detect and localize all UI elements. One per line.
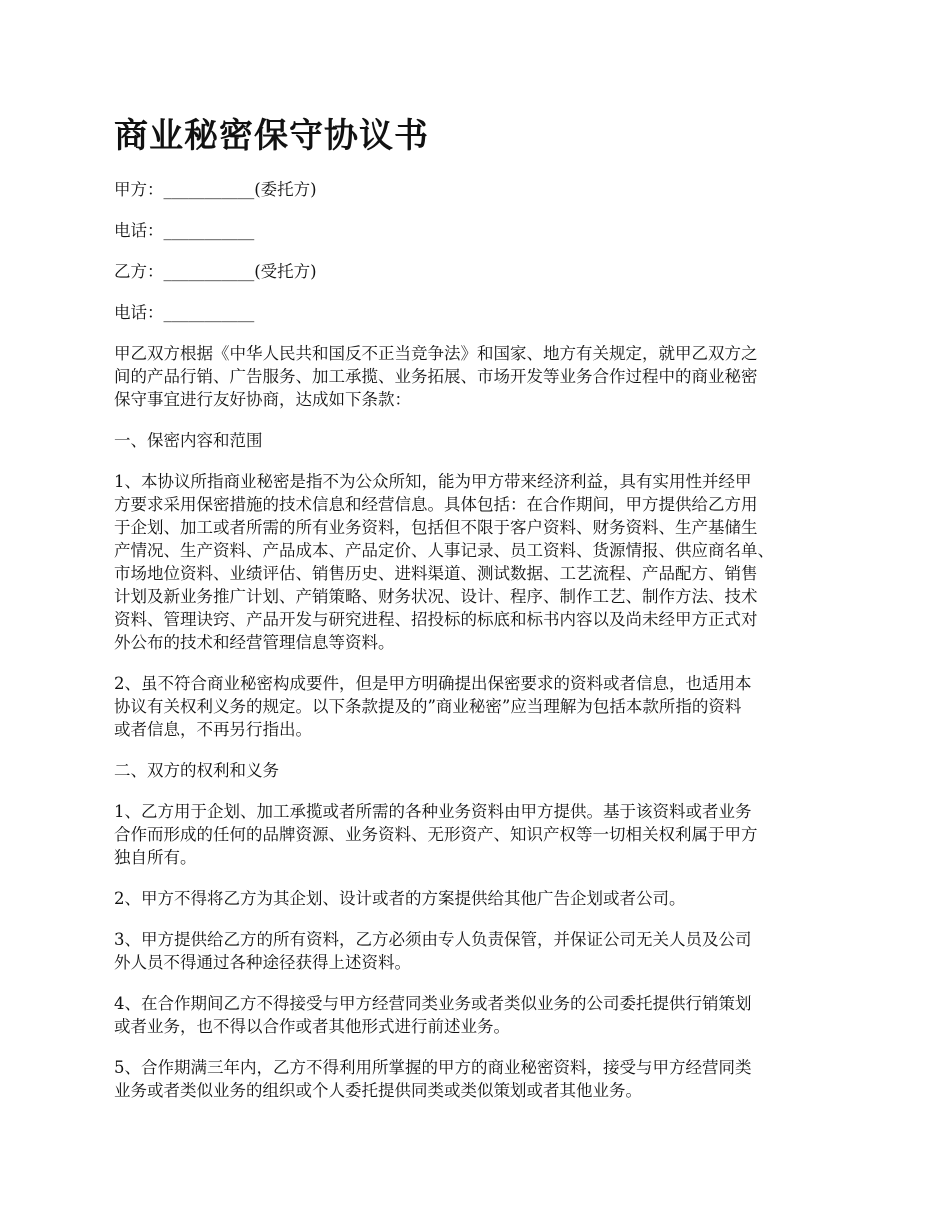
document-title: 商业秘密保守协议书 (114, 116, 429, 156)
clause-2-4: 4、在合作期间乙方不得接受与甲方经营同类业务或者类似业务的公司委托提供行销策划 或者业务，也不得以合作或者其他形式进行前述业务。 (114, 994, 752, 1036)
clause-1-2: 2、虽不符合商业秘密构成要件，但是甲方明确提出保密要求的资料或者信息，也适用本 协议有关权利义务的规定。以下条款提及的”商业秘密”应当理解为包括本款所指的资料 或者信息，不再另行指出。 (114, 674, 752, 739)
party-b-field: 乙方：___________(受托方) (114, 262, 317, 281)
section-heading-rights-obligations: 二、双方的权利和义务 (114, 761, 279, 780)
preamble-paragraph: 甲乙双方根据《中华人民共和国反不正当竞争法》和国家、地方有关规定，就甲乙双方之 间的产品行销、广告服务、加工承揽、业务拓展、市场开发等业务合作过程中的商业秘密 保守事宜进行友好协商，达成如下条款： (114, 344, 758, 409)
clause-1-1: 1、本协议所指商业秘密是指不为公众所知，能为甲方带来经济利益，具有实用性并经甲 方要求采用保密措施的技术信息和经营信息。具体包括：在合作期间，甲方提供给乙方用 于企划、加工或者所需的所有业务资料，包括但不限于客户资料、财务资料、生产基储生 产情况、生产资料、产品成本、产品定价、人事记录、员工资料、货源情报、供应商名单、 市场地位资料、业绩评估、销售历史、进料渠道、测试数据、工艺流程、产品配方、销售 计划及新业务推广计划、产销策略、财务状况、设计、程序、制作工艺、制作方法、技术 资料、管理诀窍、产品开发与研究进程、招投标的标底和标书内容以及尚未经甲方正式对 外公布的技术和经营管理信息等资料。 (114, 472, 774, 652)
party-a-phone-field: 电话：___________ (114, 221, 255, 240)
document-page (114, 110, 854, 1120)
party-a-field: 甲方：___________(委托方) (114, 180, 317, 199)
clause-2-2: 2、甲方不得将乙方为其企划、设计或者的方案提供给其他广告企划或者公司。 (114, 889, 686, 908)
party-b-phone-field: 电话：___________ (114, 303, 255, 322)
clause-2-3: 3、甲方提供给乙方的所有资料，乙方必须由专人负责保管，并保证公司无关人员及公司 外人员不得通过各种途径获得上述资料。 (114, 930, 752, 972)
clause-2-1: 1、乙方用于企划、加工承揽或者所需的各种业务资料由甲方提供。基于该资料或者业务 合作而形成的任何的品牌资源、业务资料、无形资产、知识产权等一切相关权利属于甲方 独自所有。 (114, 802, 758, 867)
clause-2-5: 5、合作期满三年内，乙方不得利用所掌握的甲方的商业秘密资料，接受与甲方经营同类 业务或者类似业务的组织或个人委托提供同类或类似策划或者其他业务。 (114, 1058, 752, 1100)
section-heading-confidential-scope: 一、保密内容和范围 (114, 431, 263, 450)
